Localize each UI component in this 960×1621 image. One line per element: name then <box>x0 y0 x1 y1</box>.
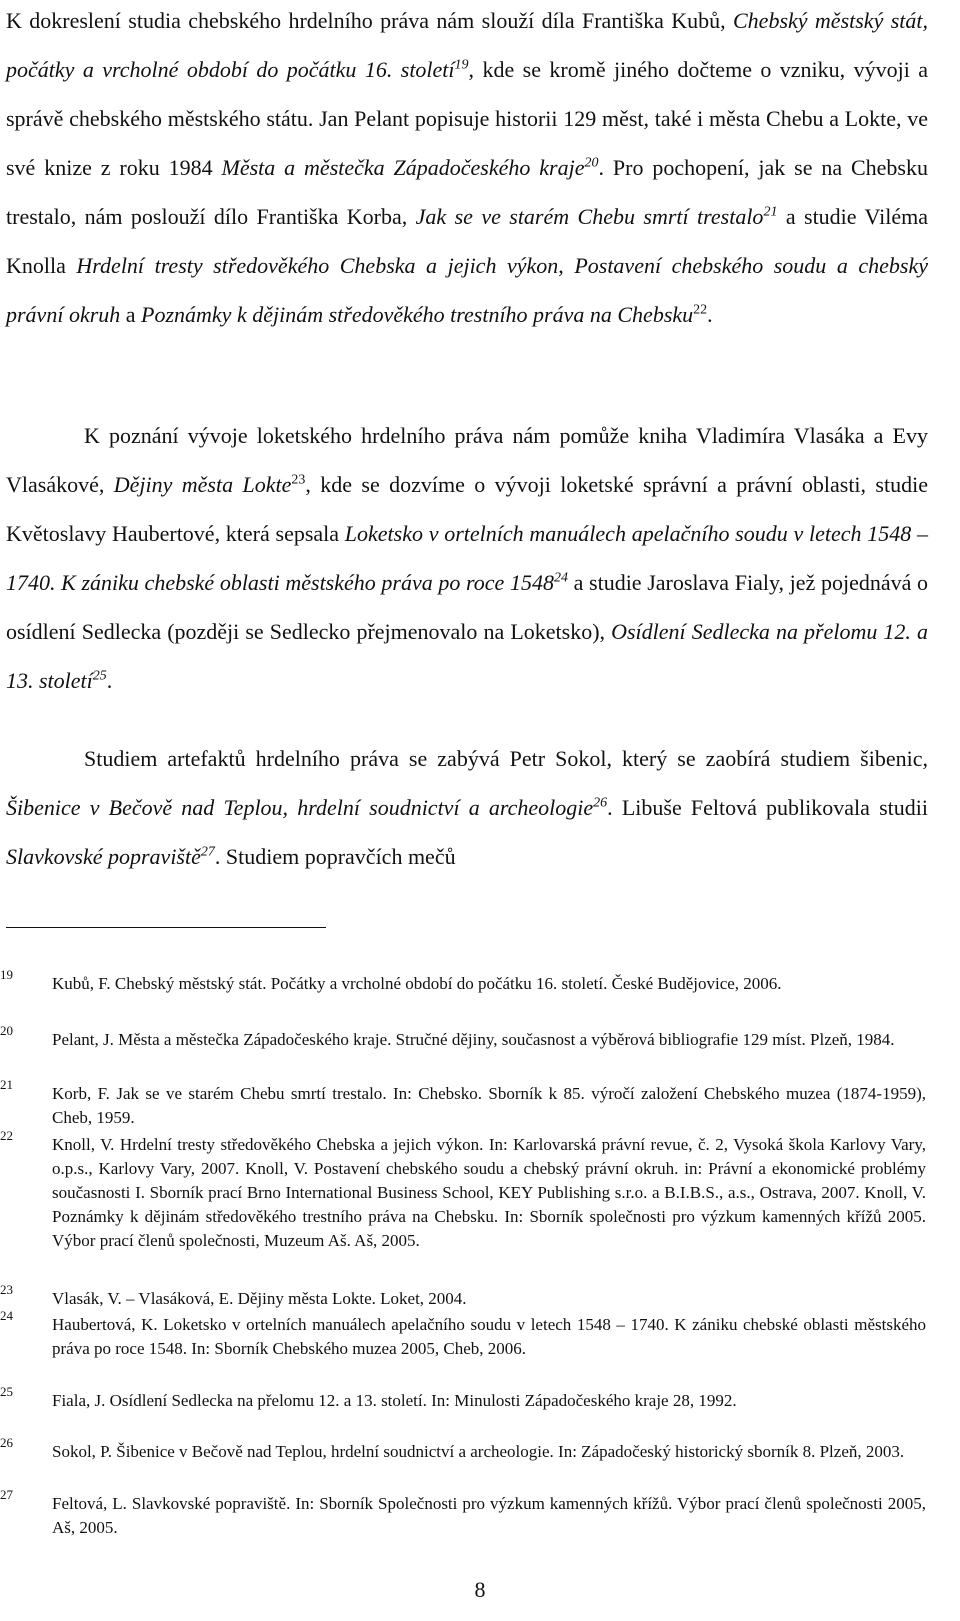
text-run: . In: Karlovarská právní revue, č. 2, Vysoká škola Karlovy Vary, o.p.s., Karlovy Vary, 2007. Knoll, V. <box>52 1135 926 1178</box>
text-run: Knoll, V. <box>52 1135 120 1154</box>
footnote-text <box>52 1082 926 1130</box>
text-run: a studie Viléma Knolla <box>6 204 928 278</box>
italic-title-text: Slavkovské popraviště <box>131 1494 287 1513</box>
footnote-text <box>52 1287 926 1311</box>
italic-title-text: Chebský městský stát, počátky a vrcholné období do počátku 16. století <box>6 8 928 82</box>
text-run: , kde se dozvíme o vývoji loketské správní a právní oblasti, studie Květoslavy Haubertové, která sepsala <box>6 472 928 546</box>
italic-title-text: Chebský městský stát. Počátky a vrcholné období do počátku 16. století <box>114 974 604 993</box>
text-run: . in: Právní a ekonomické problémy současnosti I. Sborník prací Brno International Business School, KEY Publishing s.r.o. a B.I.B.S., a.s., Ostrava, 2007. Knoll, V. <box>52 1159 926 1202</box>
text-run: Haubertová, K. <box>52 1315 164 1334</box>
italic-title-text: Jak se ve starém Chebu smrtí trestalo <box>415 204 764 229</box>
footnote-number: 25 <box>0 1384 13 1399</box>
text-run: , kde se kromě jiného dočteme o vzniku, vývoji a správě chebského městského státu. Jan Pelant popisuje historii 129 měst, také i města Chebu a Lokte, ve své knize z roku 1984 <box>6 57 929 180</box>
text-run: Kubů, F. <box>52 974 115 993</box>
footnote-reference: 26 <box>593 795 608 811</box>
body-paragraph <box>6 411 928 705</box>
italic-title-text: Osídlení Sedlecka na přelomu 12. a 13. století <box>109 1391 423 1410</box>
footnote-text <box>52 1313 926 1361</box>
italic-title-text: Poznámky k dějinám středověkého trestního práva na Chebsku <box>52 1207 494 1226</box>
italic-title-text: Šibenice v Bečově nad Teplou, hrdelní soudnictví a archeologie <box>116 1442 550 1461</box>
text-run: . In: Sborník Chebského muzea 2005, Cheb, 2006. <box>182 1339 527 1358</box>
italic-title-text: Města a městečka Západočeského kraje <box>221 155 585 180</box>
footnote-number: 26 <box>0 1435 13 1450</box>
footnote-number: 24 <box>0 1308 13 1323</box>
body-paragraph <box>6 734 928 881</box>
page-number: 8 <box>474 1577 486 1602</box>
footnote-reference: 25 <box>92 668 107 684</box>
footnote-text <box>52 1389 926 1413</box>
footnote-reference: 20 <box>584 155 599 171</box>
text-run: . Plzeň, 1984. <box>801 1030 895 1049</box>
text-run: . In: Západočeský historický sborník 8. Plzeň, 2003. <box>549 1442 905 1461</box>
footnote-number: 22 <box>0 1128 13 1143</box>
text-run: , <box>558 253 575 278</box>
italic-title-text: Loketsko v ortelních manuálech apelačního soudu v letech 1548 – 1740. K zániku chebské oblasti městského práva po roce 1548 <box>6 521 928 595</box>
italic-title-text: Slavkovské popraviště <box>6 844 201 869</box>
text-run: a studie Jaroslava Fialy, jež pojednává o osídlení Sedlecka (později se Sedlecko přejmenovalo na Loketsko), <box>6 570 929 644</box>
text-run: . In: Sborník společnosti pro výzkum kamenných křížů 2005. Výbor prací členů společnosti, Muzeum Aš. Aš, 2005. <box>52 1207 926 1250</box>
text-run: . Studiem popravčích mečů <box>214 844 456 869</box>
footnote-number: 20 <box>0 1023 13 1038</box>
italic-title-text: Loketsko v ortelních manuálech apelačního soudu v letech 1548 – 1740. K zániku chebské oblasti městského práva po roce 1548 <box>52 1315 926 1358</box>
italic-title-text: Postavení chebského soudu a chebský právní okruh <box>6 253 928 327</box>
italic-title-text: Hrdelní tresty středověkého Chebska a jejich výkon <box>119 1135 480 1154</box>
italic-title-text: Šibenice v Bečově nad Teplou, hrdelní soudnictví a archeologie <box>6 795 594 820</box>
italic-title-text: Dějiny města Lokte <box>113 472 292 497</box>
footnote-text <box>52 972 926 996</box>
text-run: Fiala, J. <box>52 1391 110 1410</box>
text-run: . In: Sborník Společnosti pro výzkum kamenných křížů. Výbor prací členů společnosti 2005, Aš, 2005. <box>52 1494 926 1537</box>
footnote-reference: 27 <box>200 844 215 860</box>
text-run: a <box>120 302 142 327</box>
italic-title-text: Postavení chebského soudu a chebský právní okruh <box>313 1159 675 1178</box>
text-run: . Loket, 2004. <box>371 1289 467 1308</box>
footnote-text <box>52 1133 926 1253</box>
text-run: Feltová, L. <box>52 1494 132 1513</box>
footnote-text <box>52 1492 926 1540</box>
footnote-reference: 22 <box>693 302 708 318</box>
footnote-text <box>52 1028 926 1052</box>
text-run: . In: Chebsko. Sborník k 85. výročí založení Chebského muzea (1874-1959), Cheb, 1959. <box>52 1084 927 1127</box>
footnote-separator <box>6 927 326 928</box>
text-run: Vlasák, V. – Vlasáková, E. <box>52 1289 238 1308</box>
footnote-reference: 21 <box>763 204 778 220</box>
body-paragraph <box>6 0 928 339</box>
text-run: Korb, F. <box>52 1084 117 1103</box>
text-run: . Pro pochopení, jak se na Chebsku trestalo, nám poslouží dílo Františka Korba, <box>6 155 928 229</box>
footnote-number: 19 <box>0 967 13 982</box>
text-run: . <box>707 302 713 327</box>
text-run: K dokreslení studia chebského hrdelního práva nám slouží díla Františka Kubů, <box>6 8 733 33</box>
text-run: . Libuše Feltová publikovala studii <box>607 795 928 820</box>
text-run: K poznání vývoje loketského hrdelního práva nám pomůže kniha Vladimíra Vlasáka a Evy Vlasákové, <box>6 423 928 497</box>
text-run: . <box>106 668 113 693</box>
footnote-reference: 19 <box>454 57 469 73</box>
italic-title-text: Dějiny města Lokte <box>237 1289 372 1308</box>
footnote-reference: 23 <box>291 472 306 488</box>
footnote-number: 23 <box>0 1282 13 1297</box>
footnote-reference: 24 <box>553 570 568 586</box>
footnote-number: 21 <box>0 1077 13 1092</box>
text-run: Sokol, P. <box>52 1442 117 1461</box>
text-run: Studiem artefaktů hrdelního práva se zabývá Petr Sokol, který se zaobírá studiem šibenic, <box>84 746 928 771</box>
text-run: Pelant, J. <box>52 1030 119 1049</box>
footnote-number: 27 <box>0 1487 13 1502</box>
italic-title-text: Hrdelní tresty středověkého Chebska a jejich výkon <box>76 253 559 278</box>
text-run: . České Budějovice, 2006. <box>603 974 782 993</box>
italic-title-text: Poznámky k dějinám středověkého trestního práva na Chebsku <box>141 302 694 327</box>
footnote-text <box>52 1440 926 1464</box>
text-run: . In: Minulosti Západočeského kraje 28, 1992. <box>422 1391 737 1410</box>
italic-title-text: Města a městečka Západočeského kraje. Stručné dějiny, současnost a výběrová bibliografie 129 míst <box>118 1030 802 1049</box>
italic-title-text: Jak se ve starém Chebu smrtí trestalo <box>116 1084 383 1103</box>
italic-title-text: Osídlení Sedlecka na přelomu 12. a 13. století <box>6 619 928 693</box>
